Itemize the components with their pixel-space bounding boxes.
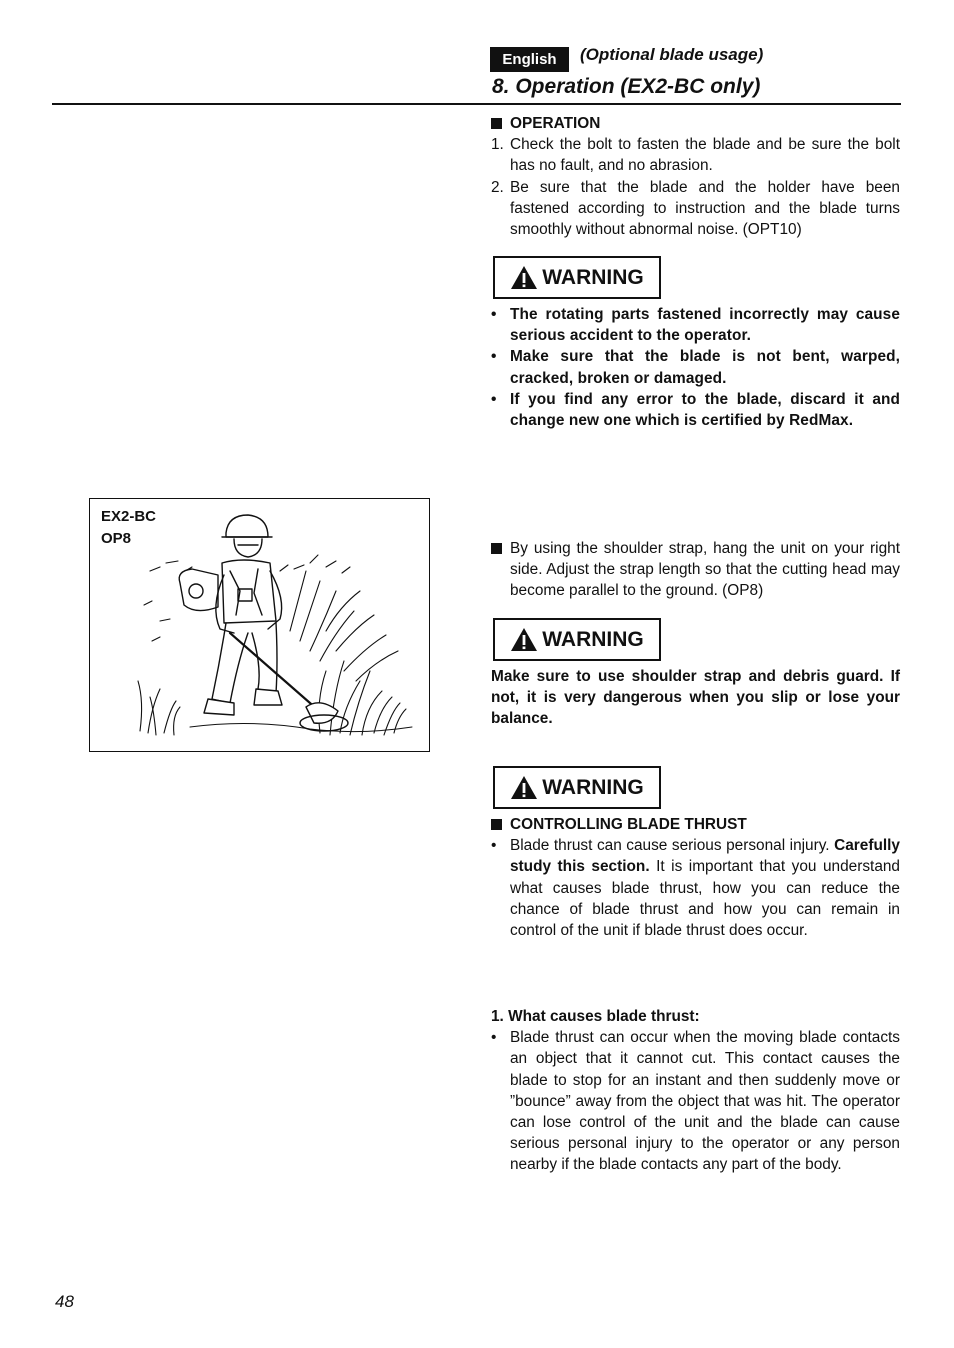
step-number: 1.: [491, 136, 504, 154]
step-text: Check the bolt to fasten the blade and be sure the bolt has no fault, and no abrasion.: [510, 136, 900, 175]
warning-bullet-text: If you find any error to the blade, discard it and change new one which is certified by RedMax.: [510, 390, 900, 430]
step-text: Be sure that the blade and the holder have been fastened according to instruction and the blade turns smoothly without abnormal noise. (OPT10): [510, 178, 900, 239]
strap-text: By using the shoulder strap, hang the unit on your right side. Adjust the strap length so that the cutting head may become parallel to the ground. (OP8): [510, 540, 900, 600]
language-badge: English: [490, 47, 569, 72]
warning1-bullets: [491, 304, 900, 431]
list-item: [491, 177, 900, 241]
operator-trimming-illustration: [130, 511, 420, 743]
warning-label: WARNING: [542, 627, 644, 651]
warning-bullet-text: Make sure that the blade is not bent, warped, cracked, broken or damaged.: [510, 348, 900, 387]
warning-triangle-icon: [510, 775, 538, 800]
figure-op8: [89, 498, 430, 752]
list-item: • Blade thrust can cause serious personal injury. Carefully study this section. It is important that you understand what causes blade thrust, how you can reduce the chance of blade thrust and how you can remain in control of the unit if blade thrust does occur.: [491, 837, 900, 940]
warning-label: WARNING: [542, 775, 644, 799]
strap-paragraph: [491, 538, 900, 602]
causes-section: [491, 1006, 900, 1176]
warning-box: [493, 618, 661, 661]
list-item: • Make sure that the blade is not bent, warped, cracked, broken or damaged.: [491, 346, 900, 388]
warning-box: [493, 766, 661, 809]
blade-thrust-heading-text: CONTROLLING BLADE THRUST: [510, 816, 747, 833]
causes-bullet-text: Blade thrust can occur when the moving blade contacts an object that it cannot cut. This contact causes the blade to stop for an instant and then suddenly move or ”bounce” away from the object that was hit. The operator can lose control of the unit and the blade can cause serious personal injury to the operator or any person nearby if the blade contacts any part of the body.: [510, 1029, 900, 1174]
list-item: • The rotating parts fastened incorrectly may cause serious accident to the operator.: [491, 304, 900, 346]
list-item: • Blade thrust can occur when the moving blade contacts an object that it cannot cut. This contact causes the blade to stop for an instant and then suddenly move or ”bounce” away from the object that was hit. The operator can lose control of the unit and the blade can cause serious personal injury to the operator or any person nearby if the blade contacts any part of the body.: [491, 1027, 900, 1175]
list-item: [491, 134, 900, 176]
operation-steps: [491, 134, 900, 240]
square-bullet-icon: [491, 543, 502, 554]
warning-label: WARNING: [542, 265, 644, 289]
operation-heading-text: OPERATION: [510, 115, 601, 132]
thrust-bullet-body: It is important that you understand what causes blade thrust, how you can reduce the chance of blade thrust and how you can remain in control of the unit if blade thrust does occur.: [510, 858, 900, 940]
thrust-bullet-emphasis: Carefully study this section.: [510, 837, 900, 876]
header-rule: [52, 103, 901, 105]
square-bullet-icon: [491, 118, 502, 129]
thrust-bullet-intro: Blade thrust can cause serious personal injury.: [510, 837, 830, 855]
operation-section: [491, 113, 900, 240]
strap-section: [491, 538, 900, 602]
warning-triangle-icon: [510, 265, 538, 290]
warning-bullet-text: The rotating parts fastened incorrectly may cause serious accident to the operator.: [510, 306, 900, 345]
section-title: 8. Operation (EX2-BC only): [492, 75, 761, 98]
warning2-text: Make sure to use shoulder strap and debris guard. If not, it is very dangerous when you slip or lose your balance.: [491, 668, 900, 728]
blade-thrust-heading: [491, 814, 900, 835]
figure-code-label: OP8: [101, 530, 132, 547]
operation-heading: [491, 113, 900, 134]
figure-model-label: EX2-BC: [101, 508, 157, 525]
list-item: • If you find any error to the blade, discard it and change new one which is certified by RedMax.: [491, 389, 900, 431]
step-number: 2.: [491, 178, 504, 196]
section-subtitle: (Optional blade usage): [580, 45, 764, 64]
square-bullet-icon: [491, 819, 502, 830]
warning-box: [493, 256, 661, 299]
warning-triangle-icon: [510, 627, 538, 652]
blade-thrust-section: [491, 814, 900, 941]
causes-heading: 1. What causes blade thrust:: [491, 1008, 700, 1025]
page-number: 48: [55, 1292, 74, 1311]
